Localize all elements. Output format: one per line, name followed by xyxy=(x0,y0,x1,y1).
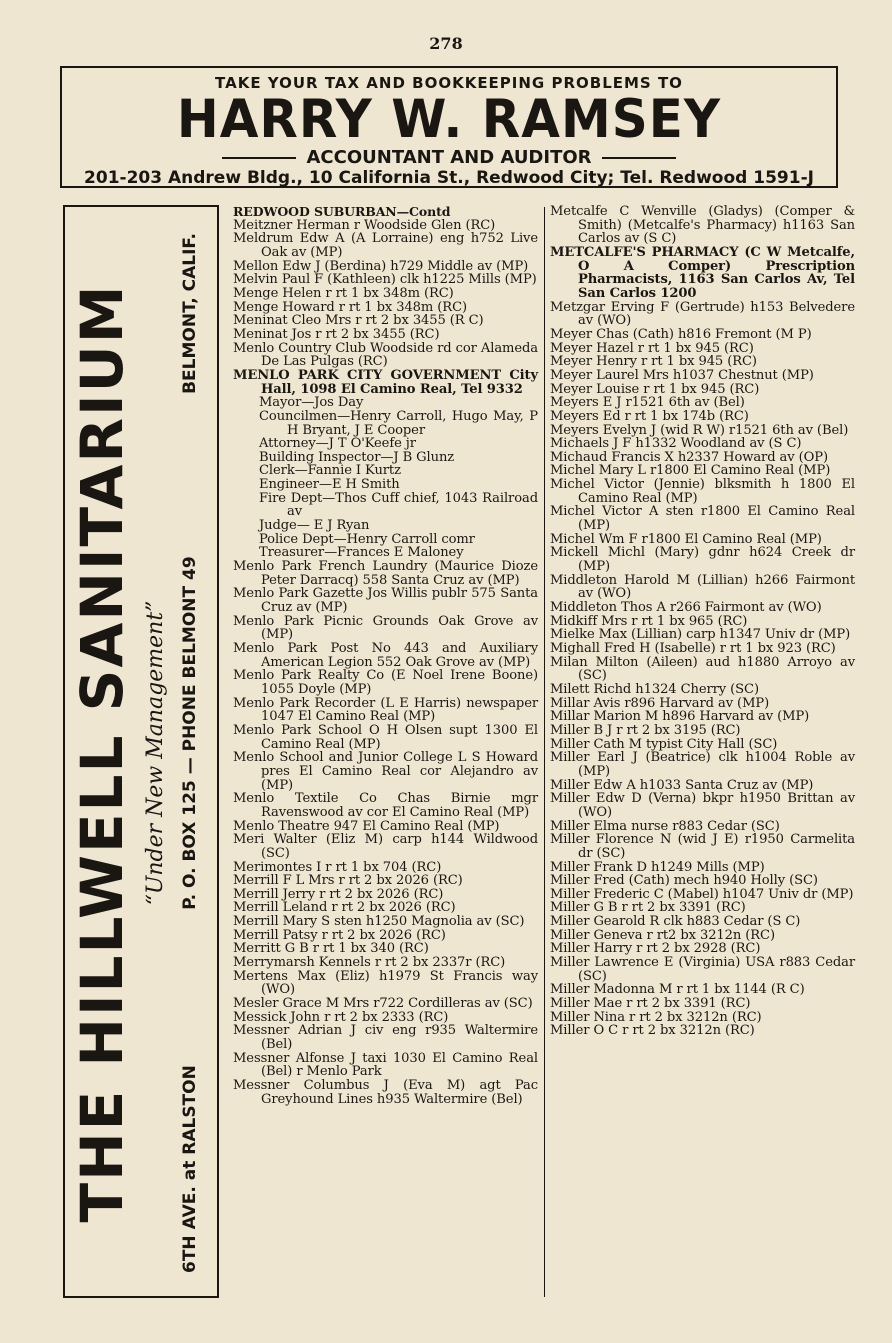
directory-entry: Menlo Park French Laundry (Maurice Dioze Peter Darracq) 558 Santa Cruz av (MP) xyxy=(233,559,538,588)
directory-entry: Mickell Michl (Mary) gdnr h624 Creek dr (MP) xyxy=(550,545,855,575)
directory-entry: Miller O C r rt 2 bx 3212n (RC) xyxy=(550,1023,755,1039)
directory-entry: Miller Florence N (wid J E) r1950 Carmelita dr (SC) xyxy=(550,832,855,861)
directory-entry: Miller Edw D (Verna) bkpr h1950 Brittan av (WO) xyxy=(550,791,855,820)
directory-entry: Meyers E J r1521 6th av (Bel) xyxy=(550,395,745,411)
directory-entry: Messner Alfonse J taxi 1030 El Camino Real (Bel) r Menlo Park xyxy=(233,1050,538,1080)
directory-entry: Messner Columbus J (Eva M) agt Pac Greyhound Lines h935 Waltermire (Bel) xyxy=(233,1078,538,1107)
directory-entry: Mertens Max (Eliz) h1979 St Francis way (WO) xyxy=(233,968,538,998)
directory-entry: Milan Milton (Aileen) aud h1880 Arroyo av (SC) xyxy=(550,654,855,684)
directory-entry: Miller Nina r rt 2 bx 3212n (RC) xyxy=(550,1009,762,1025)
directory-entry: Milett Richd h1324 Cherry (SC) xyxy=(550,681,759,697)
ad-address: 201-203 Andrew Bldg., 10 California St., Redwood City; Tel. Redwood 1591-J xyxy=(84,168,814,188)
directory-entry: Menlo Park Realty Co (E Noel Irene Boone) 1055 Doyle (MP) xyxy=(233,668,538,697)
directory-entry: Miller B J r rt 2 bx 3195 (RC) xyxy=(550,722,741,738)
directory-entry: Meitzner Herman r Woodside Glen (RC) xyxy=(233,217,496,233)
directory-entry: Meldrum Edw A (A Lorraine) eng h752 Live Oak av (MP) xyxy=(233,231,538,260)
side-ad-rotated xyxy=(68,213,218,1293)
top-advertisement xyxy=(60,66,838,188)
directory-entry: Meninat Jos r rt 2 bx 3455 (RC) xyxy=(233,326,440,342)
directory-entry: Miller Harry r rt 2 bx 2928 (RC) xyxy=(550,941,761,957)
directory-entry: Merrill Patsy r rt 2 bx 2026 (RC) xyxy=(233,927,446,943)
directory-entry: Merrill Jerry r rt 2 bx 2026 (RC) xyxy=(233,886,444,902)
directory-entry: Michel Wm F r1800 El Camino Real (MP) xyxy=(550,531,822,547)
directory-entry: Michaud Francis X h2337 Howard av (OP) xyxy=(550,449,828,465)
directory-entry: Miller Lawrence E (Virginia) USA r883 Cedar (SC) xyxy=(550,955,855,984)
directory-entry: Meyer Chas (Cath) h816 Fremont (M P) xyxy=(550,326,812,342)
directory-entry: METCALFE'S PHARMACY (C W Metcalfe, O A Comper) Prescription Pharmacists, 1163 San Carlos Av, Tel San Carlos 1200 xyxy=(550,244,855,301)
directory-entry: Miller Frederic C (Mabel) h1047 Univ dr (MP) xyxy=(550,886,854,902)
directory-entry: Menlo Park Gazette Jos Willis publr 575 Santa Cruz av (MP) xyxy=(233,586,538,616)
directory-entry: Mellon Edw J (Berdina) h729 Middle av (MP) xyxy=(233,258,529,274)
directory-column-2 xyxy=(550,205,855,1038)
directory-entry: Michel Mary L r1800 El Camino Real (MP) xyxy=(550,463,831,479)
directory-entry: Merimontes I r rt 1 bx 704 (RC) xyxy=(233,859,442,875)
directory-entry: Mielke Max (Lillian) carp h1347 Univ dr (MP) xyxy=(550,627,851,643)
directory-entry: Menlo School and Junior College L S Howard pres El Camino Real cor Alejandro av (MP) xyxy=(233,750,538,793)
directory-entry: Miller Madonna M r rt 1 bx 1144 (R C) xyxy=(550,982,805,998)
directory-entry: Messner Adrian J civ eng r935 Waltermire (Bel) xyxy=(233,1023,538,1053)
directory-entry: Meyer Laurel Mrs h1037 Chestnut (MP) xyxy=(550,367,814,383)
directory-entry: Meyers Evelyn J (wid R W) r1521 6th av (Bel) xyxy=(550,422,849,438)
directory-entry: Midkiff Mrs r rt 1 bx 965 (RC) xyxy=(550,613,748,629)
directory-entry: Menlo Theatre 947 El Camino Real (MP) xyxy=(233,818,500,834)
directory-entry: Meri Walter (Eliz M) carp h144 Wildwood (SC) xyxy=(233,832,538,861)
directory-entry: Menge Howard r rt 1 bx 348m (RC) xyxy=(233,299,467,315)
address-street: 6TH AVE. at RALSTON xyxy=(180,1065,200,1273)
column-1-entries xyxy=(233,219,538,1107)
directory-entry: Mighall Fred H (Isabelle) r rt 1 bx 923 (RC) xyxy=(550,641,836,656)
directory-entry: Miller Edw A h1033 Santa Cruz av (MP) xyxy=(550,777,814,793)
directory-entry: Meyer Hazel r rt 1 bx 945 (RC) xyxy=(550,340,754,356)
directory-column-1 xyxy=(233,205,538,1106)
directory-entry: Menlo Park Picnic Grounds Oak Grove av (MP) xyxy=(233,613,538,643)
rule-right xyxy=(602,157,676,159)
directory-entry: Attorney—J T O'Keefe jr xyxy=(259,436,416,452)
directory-entry: Menlo Country Club Woodside rd cor Alameda De Las Pulgas (RC) xyxy=(233,340,538,370)
directory-entry: Menge Helen r rt 1 bx 348m (RC) xyxy=(233,285,454,301)
directory-entry: Millar Marion M h896 Harvard av (MP) xyxy=(550,709,810,725)
directory-entry: Michel Victor A sten r1800 El Camino Real (MP) xyxy=(550,504,855,534)
directory-entry: Police Dept—Henry Carroll comr xyxy=(259,531,475,547)
address-city: BELMONT, CALIF. xyxy=(180,233,200,394)
page-number: 278 xyxy=(429,34,463,53)
directory-entry: Treasurer—Frances E Maloney xyxy=(259,545,464,561)
directory-entry: Merrill Mary S sten h1250 Magnolia av (SC) xyxy=(233,914,525,930)
directory-entry: Miller Gearold R clk h883 Cedar (S C) xyxy=(550,914,801,930)
directory-entry: Meyers Ed r rt 1 bx 174b (RC) xyxy=(550,408,749,424)
directory-entry: Melvin Paul F (Kathleen) clk h1225 Mills (MP) xyxy=(233,272,537,288)
directory-entry: Merrymarsh Kennels r rt 2 bx 2337r (RC) xyxy=(233,955,506,971)
directory-entry: Building Inspector—J B Glunz xyxy=(259,449,455,465)
column-divider xyxy=(544,207,545,1297)
ad-title-row xyxy=(62,147,836,168)
directory-entry: Menlo Park School O H Olsen supt 1300 El Camino Real (MP) xyxy=(233,722,538,752)
directory-entry: Metcalfe C Wenville (Gladys) (Comper & Smith) (Metcalfe's Pharmacy) h1163 San Carlos av (S C) xyxy=(550,204,855,247)
directory-entry: Menlo Park Post No 443 and Auxiliary American Legion 552 Oak Grove av (MP) xyxy=(233,641,538,670)
directory-entry: Merrill F L Mrs r rt 2 bx 2026 (RC) xyxy=(233,873,463,889)
directory-entry: Miller Earl J (Beatrice) clk h1004 Roble av (MP) xyxy=(550,750,855,779)
directory-entry: Miller Geneva r rt2 bx 3212n (RC) xyxy=(550,927,775,943)
ad-tagline: TAKE YOUR TAX AND BOOKKEEPING PROBLEMS TO xyxy=(215,74,683,92)
sanitarium-name: THE HILLWELL SANITARIUM xyxy=(68,283,136,1223)
directory-entry: Miller Cath M typist City Hall (SC) xyxy=(550,736,778,752)
directory-entry: Meyer Henry r rt 1 bx 945 (RC) xyxy=(550,354,757,370)
directory-entry: Miller Mae r rt 2 bx 3391 (RC) xyxy=(550,996,751,1012)
directory-entry: Miller Elma nurse r883 Cedar (SC) xyxy=(550,818,780,834)
ad-title: ACCOUNTANT AND AUDITOR xyxy=(306,147,592,168)
directory-entry: Mesler Grace M Mrs r722 Cordilleras av (SC) xyxy=(233,996,533,1012)
directory-entry: Miller Fred (Cath) mech h940 Holly (SC) xyxy=(550,873,818,889)
directory-entry: Middleton Harold M (Lillian) h266 Fairmont av (WO) xyxy=(550,572,855,602)
address-box-phone: P. O. BOX 125 — PHONE BELMONT 49 xyxy=(180,556,200,910)
directory-entry: Menlo Textile Co Chas Birnie mgr Ravenswood av cor El Camino Real (MP) xyxy=(233,791,538,820)
ad-name: HARRY W. RAMSEY xyxy=(176,88,722,150)
directory-entry: Merrill Leland r rt 2 bx 2026 (RC) xyxy=(233,900,456,916)
directory-entry: Miller Frank D h1249 Mills (MP) xyxy=(550,859,765,875)
column-2-entries xyxy=(550,205,855,1038)
rule-left xyxy=(222,157,296,159)
directory-entry: Meninat Cleo Mrs r rt 2 bx 3455 (R C) xyxy=(233,313,484,329)
directory-entry: Fire Dept—Thos Cuff chief, 1043 Railroad av xyxy=(259,490,538,520)
directory-entry: Mayor—Jos Day xyxy=(259,395,364,411)
directory-entry: Engineer—E H Smith xyxy=(259,477,400,493)
side-advertisement xyxy=(63,205,219,1298)
directory-entry: Merritt G B r rt 1 bx 340 (RC) xyxy=(233,941,429,957)
directory-entry: Millar Avis r896 Harvard av (MP) xyxy=(550,695,770,711)
directory-entry: Meyer Louise r rt 1 bx 945 (RC) xyxy=(550,381,760,397)
directory-entry: Judge— E J Ryan xyxy=(259,518,370,534)
directory-entry: Michel Victor (Jennie) blksmith h 1800 El Camino Real (MP) xyxy=(550,477,855,506)
directory-entry: Messick John r rt 2 bx 2333 (RC) xyxy=(233,1009,449,1025)
directory-entry: Miller G B r rt 2 bx 3391 (RC) xyxy=(550,900,746,916)
directory-entry: Clerk—Fannie I Kurtz xyxy=(259,463,401,479)
sanitarium-tagline: “Under New Management” xyxy=(143,600,168,906)
directory-entry: Councilmen—Henry Carroll, Hugo May, P H Bryant, J E Cooper xyxy=(259,408,538,438)
directory-entry: Menlo Park Recorder (L E Harris) newspaper 1047 El Camino Real (MP) xyxy=(233,695,538,725)
directory-entry: MENLO PARK CITY GOVERNMENT City Hall, 1098 El Camino Real, Tel 9332 xyxy=(233,367,538,397)
section-header: REDWOOD SUBURBAN—Contd xyxy=(233,204,451,219)
directory-entry: Middleton Thos A r266 Fairmont av (WO) xyxy=(550,600,822,616)
directory-entry: Metzgar Erving F (Gertrude) h153 Belvedere av (WO) xyxy=(550,299,855,329)
directory-entry: Michaels J F h1332 Woodland av (S C) xyxy=(550,436,802,452)
